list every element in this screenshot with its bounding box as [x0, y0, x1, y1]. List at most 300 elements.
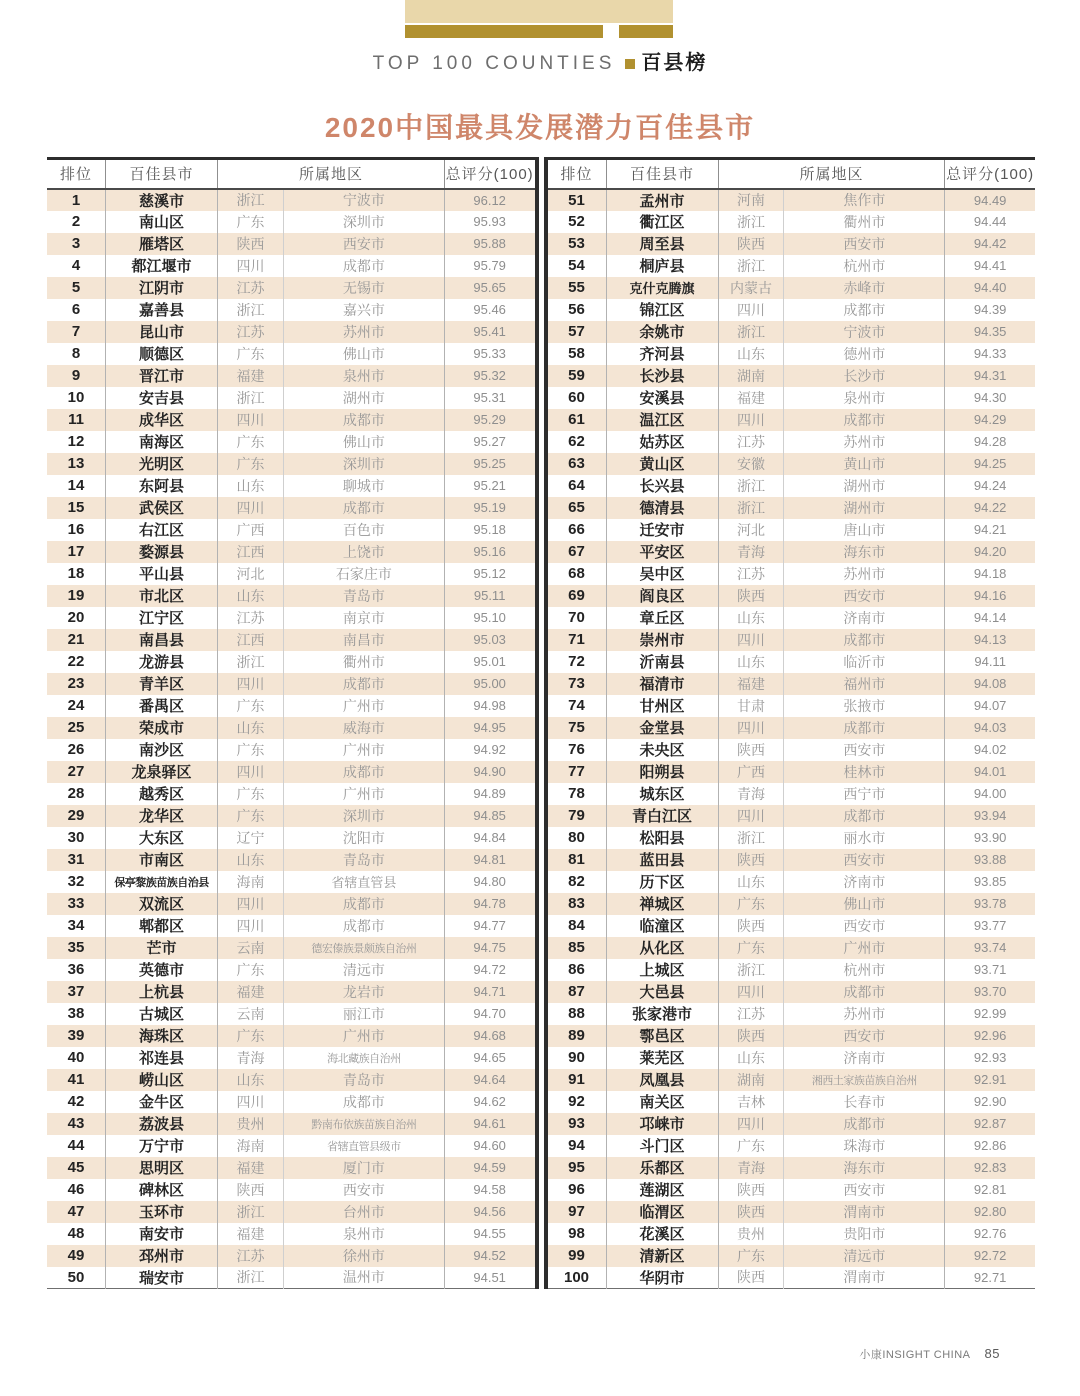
province-cell: 陕西 [718, 1179, 784, 1201]
score-cell: 95.31 [473, 390, 506, 405]
province-cell: 浙江 [718, 959, 784, 981]
province-cell: 江西 [218, 541, 284, 563]
county-cell: 迁安市 [606, 519, 718, 541]
county-cell: 龙游县 [106, 651, 218, 673]
city-cell: 成都市 [283, 761, 444, 783]
table-row [548, 849, 1036, 871]
county-cell: 成华区 [106, 409, 218, 431]
county-cell: 玉环市 [106, 1201, 218, 1223]
province-cell: 四川 [218, 255, 284, 277]
table-row [47, 629, 535, 651]
province-cell: 浙江 [218, 189, 284, 211]
city-cell: 成都市 [283, 915, 444, 937]
table-row [47, 805, 535, 827]
county-cell: 南关区 [606, 1091, 718, 1113]
table-row [548, 937, 1036, 959]
city-cell: 佛山市 [784, 893, 945, 915]
rank-cell: 47 [47, 1201, 106, 1223]
table-row [548, 387, 1036, 409]
rank-cell: 84 [548, 915, 607, 937]
score-cell: 95.88 [473, 236, 506, 251]
score-cell: 94.52 [473, 1248, 506, 1263]
table-row [548, 783, 1036, 805]
city-cell: 西安市 [784, 1179, 945, 1201]
score-cell: 96.12 [473, 192, 506, 208]
score-cell: 94.89 [473, 786, 506, 801]
province-cell: 山东 [218, 475, 284, 497]
rank-cell: 85 [548, 937, 607, 959]
city-cell: 温州市 [283, 1267, 444, 1289]
table-row [548, 475, 1036, 497]
county-cell: 婺源县 [106, 541, 218, 563]
rank-cell: 33 [47, 893, 106, 915]
city-cell: 广州市 [283, 783, 444, 805]
score-cell: 94.58 [473, 1182, 506, 1197]
province-cell: 浙江 [718, 827, 784, 849]
score-cell: 95.79 [473, 258, 506, 273]
province-cell: 山东 [218, 585, 284, 607]
rank-cell: 66 [548, 519, 607, 541]
province-cell: 青海 [718, 541, 784, 563]
col-header-region: 所属地区 [218, 159, 445, 189]
city-cell: 福州市 [784, 673, 945, 695]
county-cell: 德清县 [606, 497, 718, 519]
rank-cell: 57 [548, 321, 607, 343]
city-cell: 深圳市 [283, 453, 444, 475]
city-cell: 清远市 [283, 959, 444, 981]
table-row [47, 1025, 535, 1047]
province-cell: 广东 [218, 739, 284, 761]
score-cell: 94.61 [473, 1116, 506, 1131]
score-cell: 93.88 [973, 852, 1007, 867]
city-cell: 石家庄市 [283, 563, 444, 585]
city-cell: 海北藏族自治州 [283, 1047, 444, 1069]
province-cell: 青海 [218, 1047, 284, 1069]
province-cell: 浙江 [718, 497, 784, 519]
rank-cell: 69 [548, 585, 607, 607]
table-row [47, 519, 535, 541]
rank-cell: 27 [47, 761, 106, 783]
rank-cell: 9 [47, 365, 106, 387]
province-cell: 四川 [218, 673, 284, 695]
province-cell: 广东 [718, 937, 784, 959]
banner-tan-block [405, 0, 673, 23]
province-cell: 山东 [218, 849, 284, 871]
score-cell: 94.40 [973, 280, 1007, 295]
rank-table-left [47, 157, 535, 1289]
score-cell: 94.75 [473, 940, 506, 955]
county-cell: 大邑县 [606, 981, 718, 1003]
table-row [548, 1047, 1036, 1069]
score-cell: 94.80 [473, 874, 506, 889]
county-cell: 金牛区 [106, 1091, 218, 1113]
county-cell: 右江区 [106, 519, 218, 541]
county-cell: 张家港市 [606, 1003, 718, 1025]
score-cell: 95.33 [473, 346, 506, 361]
table-row [47, 1267, 535, 1289]
col-header-rank: 排位 [548, 159, 607, 189]
table-row [548, 409, 1036, 431]
province-cell: 四川 [218, 893, 284, 915]
province-cell: 海南 [218, 871, 284, 893]
score-cell: 94.64 [473, 1072, 506, 1087]
score-cell: 94.28 [973, 434, 1007, 449]
rank-cell: 63 [548, 453, 607, 475]
table-row [548, 673, 1036, 695]
score-cell: 95.93 [473, 214, 506, 229]
city-cell: 深圳市 [283, 211, 444, 233]
city-cell: 成都市 [283, 409, 444, 431]
table-row [47, 497, 535, 519]
city-cell: 台州市 [283, 1201, 444, 1223]
city-cell: 南昌市 [283, 629, 444, 651]
score-cell: 93.77 [973, 918, 1007, 933]
table-row [548, 1069, 1036, 1091]
table-row [47, 739, 535, 761]
rank-cell: 21 [47, 629, 106, 651]
province-cell: 浙江 [218, 299, 284, 321]
province-cell: 广东 [718, 893, 784, 915]
county-cell: 莱芜区 [606, 1047, 718, 1069]
county-cell: 崇州市 [606, 629, 718, 651]
table-row [548, 343, 1036, 365]
score-cell: 94.51 [473, 1269, 506, 1285]
city-cell: 沈阳市 [283, 827, 444, 849]
province-cell: 江苏 [718, 563, 784, 585]
province-cell: 广东 [718, 1245, 784, 1267]
province-cell: 广东 [718, 1135, 784, 1157]
rank-cell: 67 [548, 541, 607, 563]
score-cell: 94.11 [974, 654, 1006, 669]
county-cell: 龙华区 [106, 805, 218, 827]
table-row [548, 189, 1036, 211]
rank-cell: 23 [47, 673, 106, 695]
rank-cell: 14 [47, 475, 106, 497]
province-cell: 福建 [218, 981, 284, 1003]
table-row [548, 739, 1036, 761]
score-cell: 92.72 [973, 1248, 1007, 1263]
rank-cell: 64 [548, 475, 607, 497]
province-cell: 吉林 [718, 1091, 784, 1113]
rank-cell: 93 [548, 1113, 607, 1135]
table-row [47, 673, 535, 695]
score-cell: 93.71 [973, 962, 1007, 977]
rank-cell: 13 [47, 453, 106, 475]
city-cell: 西宁市 [784, 783, 945, 805]
county-cell: 芒市 [106, 937, 218, 959]
city-cell: 成都市 [784, 299, 945, 321]
county-cell: 金堂县 [606, 717, 718, 739]
table-row [548, 695, 1036, 717]
county-cell: 思明区 [106, 1157, 218, 1179]
table-row [548, 299, 1036, 321]
table-row [47, 299, 535, 321]
province-cell: 河南 [718, 189, 784, 211]
city-cell: 海东市 [784, 1157, 945, 1179]
table-row [548, 1091, 1036, 1113]
county-cell: 华阴市 [606, 1267, 718, 1289]
county-cell: 龙泉驿区 [106, 761, 218, 783]
score-cell: 94.29 [973, 412, 1007, 427]
county-cell: 大东区 [106, 827, 218, 849]
rank-cell: 72 [548, 651, 607, 673]
score-cell: 93.94 [973, 808, 1007, 823]
table-row [548, 651, 1036, 673]
rank-cell: 54 [548, 255, 607, 277]
city-cell: 湖州市 [784, 497, 945, 519]
table-row [47, 761, 535, 783]
province-cell: 江苏 [218, 321, 284, 343]
province-cell: 云南 [218, 1003, 284, 1025]
rank-cell: 79 [548, 805, 607, 827]
province-cell: 江苏 [218, 607, 284, 629]
table-row [47, 1047, 535, 1069]
province-cell: 江苏 [218, 277, 284, 299]
province-cell: 山东 [718, 651, 784, 673]
city-cell: 焦作市 [784, 189, 945, 211]
score-cell: 94.22 [973, 500, 1007, 515]
county-cell: 沂南县 [606, 651, 718, 673]
score-cell: 93.85 [973, 874, 1007, 889]
rank-table-right [548, 157, 1036, 1289]
province-cell: 四川 [718, 299, 784, 321]
table-row [548, 211, 1036, 233]
city-cell: 西安市 [784, 849, 945, 871]
table-row [47, 277, 535, 299]
city-cell: 青岛市 [283, 585, 444, 607]
table-row [47, 651, 535, 673]
table-row [548, 607, 1036, 629]
province-cell: 青海 [718, 783, 784, 805]
score-cell: 94.41 [973, 258, 1007, 273]
county-cell: 南安市 [106, 1223, 218, 1245]
county-cell: 余姚市 [606, 321, 718, 343]
county-cell: 福清市 [606, 673, 718, 695]
table-row [47, 1069, 535, 1091]
rank-cell: 82 [548, 871, 607, 893]
province-cell: 福建 [718, 387, 784, 409]
county-cell: 崂山区 [106, 1069, 218, 1091]
score-cell: 95.27 [473, 434, 506, 449]
rank-cell: 89 [548, 1025, 607, 1047]
county-cell: 平山县 [106, 563, 218, 585]
score-cell: 95.32 [473, 368, 506, 383]
score-cell: 94.62 [473, 1094, 506, 1109]
province-cell: 陕西 [218, 1179, 284, 1201]
rank-cell: 53 [548, 233, 607, 255]
county-cell: 晋江市 [106, 365, 218, 387]
city-cell: 济南市 [784, 871, 945, 893]
col-header-score: 总评分(100) [444, 159, 534, 189]
province-cell: 河北 [218, 563, 284, 585]
province-cell: 广东 [218, 431, 284, 453]
rank-cell: 26 [47, 739, 106, 761]
score-cell: 92.80 [973, 1204, 1007, 1219]
score-cell: 94.24 [973, 478, 1007, 493]
score-cell: 92.96 [973, 1028, 1007, 1043]
county-cell: 邳州市 [106, 1245, 218, 1267]
province-cell: 广东 [218, 959, 284, 981]
city-cell: 广州市 [283, 1025, 444, 1047]
city-cell: 无锡市 [283, 277, 444, 299]
table-row [548, 277, 1036, 299]
rank-cell: 40 [47, 1047, 106, 1069]
county-cell: 万宁市 [106, 1135, 218, 1157]
city-cell: 西安市 [784, 585, 945, 607]
table-row [47, 189, 535, 211]
score-cell: 94.39 [973, 302, 1007, 317]
province-cell: 广东 [218, 211, 284, 233]
county-cell: 双流区 [106, 893, 218, 915]
county-cell: 荔波县 [106, 1113, 218, 1135]
score-cell: 94.14 [973, 610, 1007, 625]
rank-cell: 75 [548, 717, 607, 739]
province-cell: 江苏 [718, 431, 784, 453]
rank-cell: 73 [548, 673, 607, 695]
table-row [47, 255, 535, 277]
rank-cell: 91 [548, 1069, 607, 1091]
rank-cell: 3 [47, 233, 106, 255]
table-row [47, 563, 535, 585]
table-row [47, 937, 535, 959]
county-cell: 齐河县 [606, 343, 718, 365]
city-cell: 成都市 [784, 981, 945, 1003]
rank-cell: 25 [47, 717, 106, 739]
province-cell: 内蒙古 [718, 277, 784, 299]
score-cell: 94.16 [973, 588, 1007, 603]
province-cell: 浙江 [218, 1201, 284, 1223]
rank-cell: 58 [548, 343, 607, 365]
county-cell: 吴中区 [606, 563, 718, 585]
table-row [548, 1157, 1036, 1179]
city-cell: 杭州市 [784, 255, 945, 277]
table-row [47, 365, 535, 387]
province-cell: 四川 [718, 1113, 784, 1135]
county-cell: 郫都区 [106, 915, 218, 937]
city-cell: 泉州市 [283, 1223, 444, 1245]
city-cell: 丽江市 [283, 1003, 444, 1025]
score-cell: 94.01 [973, 764, 1007, 779]
rank-cell: 8 [47, 343, 106, 365]
table-row [47, 475, 535, 497]
table-row [548, 1003, 1036, 1025]
province-cell: 福建 [218, 1157, 284, 1179]
county-cell: 市北区 [106, 585, 218, 607]
score-cell: 94.55 [473, 1226, 506, 1241]
city-cell: 广州市 [784, 937, 945, 959]
county-cell: 保亭黎族苗族自治县 [106, 871, 218, 893]
table-row [47, 1223, 535, 1245]
city-cell: 西安市 [784, 739, 945, 761]
county-cell: 禅城区 [606, 893, 718, 915]
city-cell: 衢州市 [784, 211, 945, 233]
province-cell: 四川 [218, 497, 284, 519]
score-cell: 94.81 [473, 852, 506, 867]
province-cell: 四川 [218, 409, 284, 431]
county-cell: 鄠邑区 [606, 1025, 718, 1047]
county-cell: 昆山市 [106, 321, 218, 343]
city-cell: 珠海市 [784, 1135, 945, 1157]
score-cell: 95.01 [473, 654, 506, 669]
city-cell: 长沙市 [784, 365, 945, 387]
county-cell: 未央区 [606, 739, 718, 761]
rank-cell: 38 [47, 1003, 106, 1025]
rank-cell: 4 [47, 255, 106, 277]
city-cell: 百色市 [283, 519, 444, 541]
rank-cell: 48 [47, 1223, 106, 1245]
rank-cell: 12 [47, 431, 106, 453]
province-cell: 福建 [218, 1223, 284, 1245]
table-row [47, 871, 535, 893]
city-cell: 成都市 [283, 255, 444, 277]
county-cell: 邛崃市 [606, 1113, 718, 1135]
table-row [548, 805, 1036, 827]
city-cell: 龙岩市 [283, 981, 444, 1003]
rank-cell: 61 [548, 409, 607, 431]
score-cell: 95.16 [473, 544, 506, 559]
province-cell: 广西 [718, 761, 784, 783]
table-row [548, 1113, 1036, 1135]
table-row [548, 497, 1036, 519]
table-row [548, 1245, 1036, 1267]
province-cell: 甘肃 [718, 695, 784, 717]
province-cell: 陕西 [718, 739, 784, 761]
county-cell: 长沙县 [606, 365, 718, 387]
rank-cell: 60 [548, 387, 607, 409]
city-cell: 张掖市 [784, 695, 945, 717]
table-row [548, 1267, 1036, 1289]
county-cell: 慈溪市 [106, 189, 218, 211]
table-row [47, 1135, 535, 1157]
score-cell: 94.13 [973, 632, 1007, 647]
city-cell: 广州市 [283, 695, 444, 717]
city-cell: 苏州市 [784, 431, 945, 453]
table-row [47, 211, 535, 233]
table-row [47, 431, 535, 453]
province-cell: 贵州 [218, 1113, 284, 1135]
province-cell: 广东 [218, 453, 284, 475]
county-cell: 长兴县 [606, 475, 718, 497]
province-cell: 浙江 [718, 321, 784, 343]
rank-cell: 77 [548, 761, 607, 783]
rank-cell: 16 [47, 519, 106, 541]
rank-cell: 88 [548, 1003, 607, 1025]
score-cell: 94.33 [973, 346, 1007, 361]
score-cell: 94.08 [973, 676, 1007, 691]
city-cell: 宁波市 [784, 321, 945, 343]
county-cell: 甘州区 [606, 695, 718, 717]
score-cell: 95.41 [473, 324, 506, 339]
header-row [548, 159, 1036, 189]
table-row [47, 849, 535, 871]
rank-cell: 36 [47, 959, 106, 981]
province-cell: 陕西 [718, 1025, 784, 1047]
province-cell: 浙江 [218, 387, 284, 409]
county-cell: 平安区 [606, 541, 718, 563]
rank-cell: 2 [47, 211, 106, 233]
province-cell: 青海 [718, 1157, 784, 1179]
score-cell: 94.44 [973, 214, 1007, 229]
table-row [548, 871, 1036, 893]
province-cell: 山东 [718, 1047, 784, 1069]
table-row [47, 959, 535, 981]
score-cell: 95.00 [473, 676, 506, 691]
score-cell: 92.93 [973, 1050, 1007, 1065]
city-cell: 济南市 [784, 1047, 945, 1069]
city-cell: 青岛市 [283, 849, 444, 871]
city-cell: 宁波市 [283, 189, 444, 211]
rank-cell: 76 [548, 739, 607, 761]
